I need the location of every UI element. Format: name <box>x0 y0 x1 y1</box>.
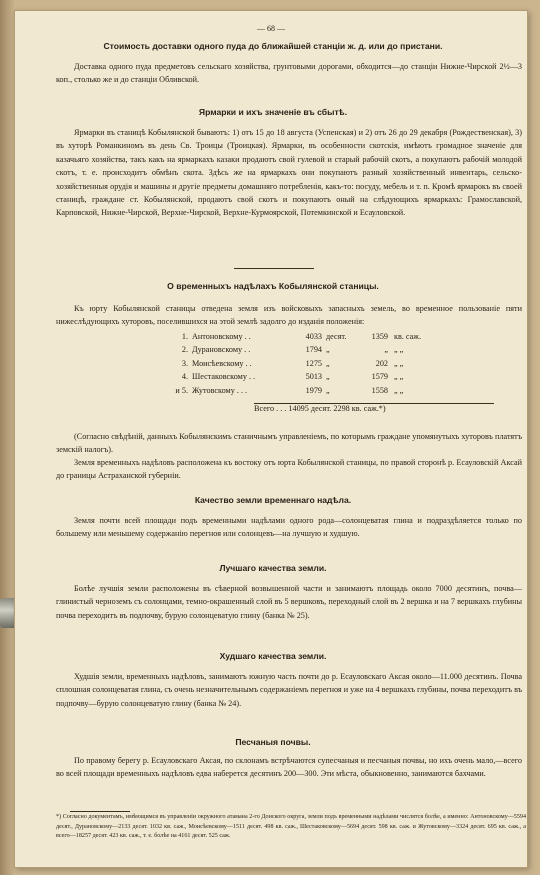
allotments-table <box>164 332 424 399</box>
paragraph-land-quality: Земля почти всей площади подъ временными надѣлами одного рода—солонцеватая глина и подраздѣляется только по большему или меньшему содержанiю перегноя или солонцевъ—на лучшую и худшую. <box>56 516 522 539</box>
section-title-better-land: Лучшаго качества земли. <box>219 563 327 573</box>
section-title-fairs: Ярмарки и ихъ значенiе въ сбытѣ. <box>198 107 348 117</box>
table-row: 2. Дурановскому . . 1794 „ „ „ „ <box>181 345 404 355</box>
document-page <box>14 10 528 868</box>
paragraph-sandy-soils: По правому берегу р. Есауловскаго Аксая, по склонамъ встрѣчаются супесчаныя и песчаныя почвы, но ихъ очень мало,—всего во всей площади временныхъ надѣловъ едва наберется десятинъ 200—300. Эти мѣста, обыкновенно, занимаются бахчами. <box>56 756 522 779</box>
paragraph-worse-land: Худшiя земли, временныхъ надѣловъ, занимаютъ южную часть почти до р. Есауловскаго Аксая около—11.000 десятинъ. Почва сплошная солонцеватая глина, съ очень незначительнымъ содержанiемъ перегноя и уже на 4 вершкахъ глубины, почва переходитъ въ подпочву—бурую солонцеватую глину (банка № 24). <box>56 672 522 708</box>
table-total: Всего . . . 14095 десят. 2298 кв. саж.*) <box>254 404 386 413</box>
paragraph-allotments-intro: Къ юрту Кобылянской станицы отведена земля изъ войсковыхъ запасныхъ земель, во временное пользованiе пяти нижеслѣдующихъ хуторовъ, поселившихся на этой землѣ задолго до изданiя положенiя: <box>56 304 522 327</box>
section-title-sandy-soils: Песчаныя почвы. <box>235 737 311 747</box>
footnote: *) Согласно документамъ, имѣющимся въ управленiи окружного атамана 2-го Донского округа, земли подъ временными надѣлами числятся болѣе, а именно: Антоновскому—5594 десят., Дурановскому—2133 десят. 1032 кв. саж., Моисѣевскому—1511 десят. 498 кв. саж., Шестаковскому—5694 десят. 598 кв. саж. и Жутовскому—3324 десят. 695 кв. саж., а всего—18257 десят. 423 кв. саж., т. е. болѣе на 4161 десят. 525 саж. <box>56 814 526 840</box>
page-edge <box>0 0 14 875</box>
section-divider <box>234 268 314 269</box>
table-row: и 5. Жутовскому . . . 1979 „ 1558 „ „ <box>175 385 404 395</box>
footnote-rule <box>70 811 130 812</box>
section-title-delivery-cost: Стоимость доставки одного пуда до ближайшей станцiи ж. д. или до пристани. <box>103 41 443 51</box>
table-row: 1. Антоновскому . . 4033 десят. 1359 кв. саж. <box>181 332 422 341</box>
paragraph-allotments-location: Земля временныхъ надѣловъ расположена къ востоку отъ юрта Кобылянской станицы, по правой сторонѣ р. Есауловскiй Аксай до границы Астраханской губернiи. <box>56 458 522 481</box>
section-title-worse-land: Худшаго качества земли. <box>219 651 327 661</box>
table-row: 3. Моисѣевскому . . 1275 „ 202 „ „ <box>181 358 404 368</box>
page-number: — 68 — <box>257 24 285 33</box>
paragraph-delivery-cost: Доставка одного пуда предметовъ сельскаго хозяйства, грунтовыми дорогами, обходится—до станцiи Нижне-Чирской 2½—3 коп., столько же и до станцiи Обливской. <box>56 62 522 85</box>
section-title-land-quality: Качество земли временнаго надѣла. <box>194 495 352 505</box>
paragraph-allotments-note: (Согласно свѣдѣнiй, данныхъ Кобылянскимъ станичнымъ управленiемъ, по которымъ граждане упомянутыхъ хуторовъ платятъ земскiй налогъ). <box>56 432 522 455</box>
table-row: 4. Шестаковскому . . 5013 „ 1579 „ „ <box>181 372 404 382</box>
section-title-temporary-allotments: О временныхъ надѣлахъ Кобылянской станицы. <box>167 281 379 291</box>
paragraph-fairs: Ярмарки въ станицѣ Кобылянской бываютъ: 1) отъ 15 до 18 августа (Успенская) и 2) отъ 26 до 29 декабря (Рождественская), 3) въ хуторѣ Романкиномъ въ день Св. Троицы (Троицкая). Ярмарки, въ особенности скотскiя, имѣютъ громадное значенiе для казачьяго хозяйства, такъ какъ на ярмаркахъ казаки продаютъ свой гулевой и старый рабочiй скотъ, а покупаютъ рабочiй молодой скотъ, т. е. происходитъ обмѣнъ скота. Здѣсь же на ярмаркахъ они покупаютъ разный хозяйственный инвентарь, сельско-хозяйственныя орудiя и машины и другiе предметы домашняго потребленiя, какъ-то: посуду, мебель и т. п. Кромѣ ярмарокъ въ своей станицѣ, граждане ст. Кобылянской, продаютъ свой скотъ и покупаютъ оный на слѣдующихъ ярмаркахъ: Грамославской, Карповской, Нижне-Чирской, Верхне-Чирской, Верхне-Курмоярской, Потемкинской и Есауловской. <box>56 128 522 218</box>
paragraph-better-land: Болѣе лучшiя земли расположены въ сѣверной возвышенной части и занимаютъ площадь около 7000 десятинъ, почва—глинистый черноземъ съ солонцами, темно-окрашенный слой въ 5 вершковъ, переходный слой въ 2 вершка и на 7 вершкахъ глубины почва переходитъ въ подпочву, бурую солонцеватую глину (банка № 25). <box>56 584 522 620</box>
